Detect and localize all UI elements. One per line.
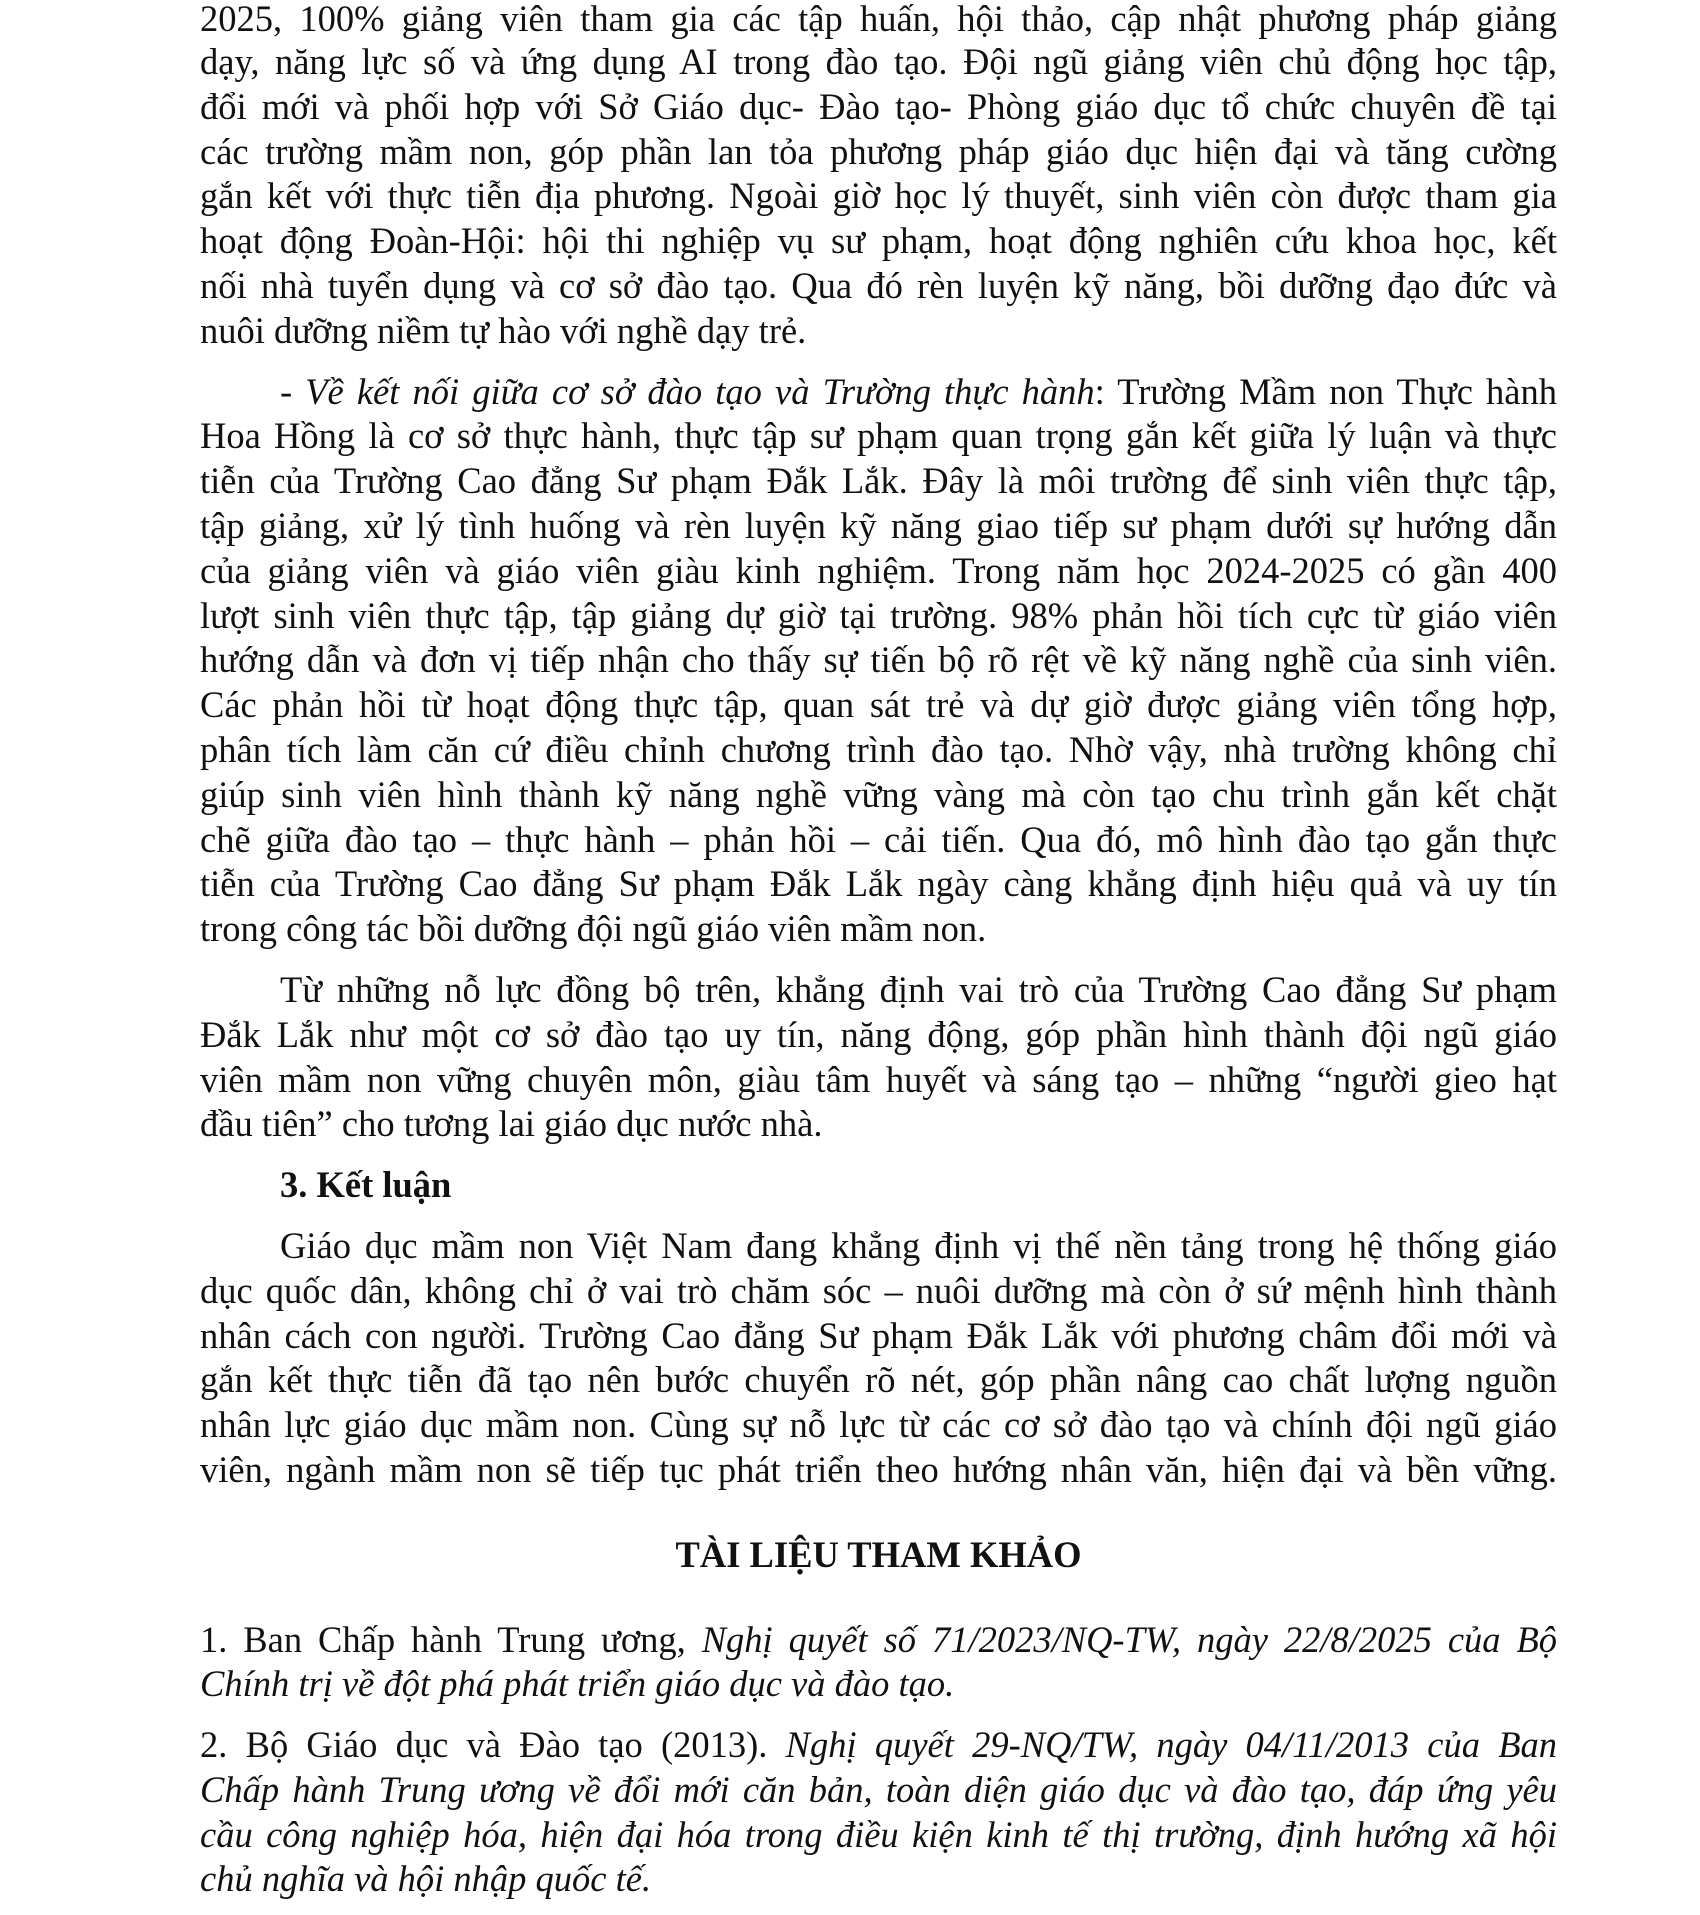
text-line: 2025, 100% giảng viên tham gia các tập huấn, hội thảo, cập nhật phương pháp giảng: [200, 0, 1557, 39]
text-line: [200, 1813, 1557, 1858]
text-line: [200, 1768, 1557, 1813]
paragraph-spacer: [200, 1208, 1557, 1224]
text-line: nối nhà tuyển dụng và cơ sở đào tạo. Qua đó rèn luyện kỹ năng, bồi dưỡng đạo đức và: [200, 264, 1557, 306]
text-line: Đắk Lắk như một cơ sở đào tạo uy tín, năng động, góp phần hình thành đội ngũ giáo: [200, 1013, 1557, 1055]
text-line: tập giảng, xử lý tình huống và rèn luyện kỹ năng giao tiếp sư phạm dưới sự hướng dẫn: [200, 504, 1557, 546]
text-line: nuôi dưỡng niềm tự hào với nghề dạy trẻ.: [200, 309, 807, 351]
paragraph-lecturers-training: [200, 0, 1557, 354]
reference-title: Nghị quyết 29-NQ/TW, ngày 04/11/2013 của Ban: [785, 1724, 1557, 1766]
reference-item: [200, 1723, 1557, 1902]
text-line: Các phản hồi từ hoạt động thực tập, quan sát trẻ và dự giờ được giảng viên tổng hợp,: [200, 684, 1557, 726]
paragraph-summary: [200, 968, 1557, 1147]
reference-title: Nghị quyết số 71/2023/NQ-TW, ngày 22/8/2025 của Bộ: [701, 1618, 1557, 1660]
text-line: gắn kết thực tiễn đã tạo nên bước chuyển rõ nét, góp phần nâng cao chất lượng nguồn: [200, 1359, 1557, 1401]
text-line: dục quốc dân, không chỉ ở vai trò chăm sóc – nuôi dưỡng mà còn ở sứ mệnh hình thành: [200, 1269, 1557, 1311]
paragraph-practice-school: [200, 370, 1557, 952]
text-line: Từ những nỗ lực đồng bộ trên, khẳng định vai trò của Trường Cao đẳng Sư phạm: [280, 968, 1557, 1010]
text-line: Giáo dục mầm non Việt Nam đang khẳng định vị thế nền tảng trong hệ thống giáo: [280, 1224, 1557, 1266]
section-spacer: [200, 1578, 1557, 1618]
paragraph-spacer: [200, 1707, 1557, 1723]
text-line: gắn kết với thực tiễn địa phương. Ngoài giờ học lý thuyết, sinh viên còn được tham gia: [200, 175, 1557, 217]
text-line: các trường mầm non, góp phần lan tỏa phương pháp giáo dục hiện đại và tăng cường: [200, 130, 1557, 172]
reference-title: Chính trị về đột phá phát triển giáo dục và đào tạo.: [200, 1663, 955, 1705]
document-page: [200, 0, 1557, 1902]
lead-rest: : Trường Mầm non Thực hành: [1094, 370, 1557, 412]
text-line: lượt sinh viên thực tập, tập giảng dự giờ tại trường. 98% phản hồi tích cực từ giáo viên: [200, 594, 1557, 636]
reference-title: chủ nghĩa và hội nhập quốc tế.: [200, 1858, 652, 1900]
text-line: viên, ngành mầm non sẽ tiếp tục phát triển theo hướng nhân văn, hiện đại và bền vững.: [200, 1448, 1557, 1490]
section-spacer: [200, 1493, 1557, 1533]
text-line: đổi mới và phối hợp với Sở Giáo dục- Đào tạo- Phòng giáo dục tổ chức chuyên đề tại: [200, 85, 1557, 127]
text-line: trong công tác bồi dưỡng đội ngũ giáo viên mầm non.: [200, 908, 987, 950]
text-line: nhân lực giáo dục mầm non. Cùng sự nỗ lực từ các cơ sở đào tạo và chính đội ngũ giáo: [200, 1404, 1557, 1446]
references-heading: TÀI LIỆU THAM KHẢO: [675, 1533, 1082, 1575]
text-line: phân tích làm căn cứ điều chỉnh chương trình đào tạo. Nhờ vậy, nhà trường không chỉ: [200, 728, 1557, 770]
text-line: của giảng viên và giáo viên giàu kinh nghiệm. Trong năm học 2024-2025 có gần 400: [200, 549, 1557, 591]
text-line: đầu tiên” cho tương lai giáo dục nước nhà.: [200, 1103, 823, 1145]
text-line: hướng dẫn và đơn vị tiếp nhận cho thấy sự tiến bộ rõ rệt về kỹ năng nghề của sinh viên.: [200, 639, 1557, 681]
text-line: viên mầm non vững chuyên môn, giàu tâm huyết và sáng tạo – những “người gieo hạt: [200, 1058, 1557, 1100]
paragraph-spacer: [200, 354, 1557, 370]
text-line: [200, 1618, 1557, 1663]
reference-title: cầu công nghiệp hóa, hiện đại hóa trong điều kiện kinh tế thị trường, định hướng xã hội: [200, 1813, 1557, 1855]
text-line: chẽ giữa đào tạo – thực hành – phản hồi – cải tiến. Qua đó, mô hình đào tạo gắn thực: [200, 818, 1557, 860]
text-line: dạy, năng lực số và ứng dụng AI trong đào tạo. Đội ngũ giảng viên chủ động học tập,: [200, 41, 1557, 82]
text-line: [200, 370, 1557, 415]
text-line: Hoa Hồng là cơ sở thực hành, thực tập sư phạm quan trọng gắn kết giữa lý luận và thực: [200, 415, 1557, 457]
reference-author: 2. Bộ Giáo dục và Đào tạo (2013).: [200, 1724, 786, 1766]
text-line: tiễn của Trường Cao đẳng Sư phạm Đắk Lắk. Đây là môi trường để sinh viên thực tập,: [200, 460, 1557, 502]
paragraph-spacer: [200, 952, 1557, 968]
italic-lead: - Về kết nối giữa cơ sở đào tạo và Trường thực hành: [280, 370, 1095, 412]
paragraph-conclusion: [200, 1224, 1557, 1493]
text-line: [200, 1662, 1557, 1707]
reference-author: 1. Ban Chấp hành Trung ương,: [200, 1618, 702, 1660]
text-line: [200, 1723, 1557, 1768]
text-line: tiễn của Trường Cao đẳng Sư phạm Đắk Lắk ngày càng khẳng định hiệu quả và uy tín: [200, 863, 1557, 905]
text-line: giúp sinh viên hình thành kỹ năng nghề vững vàng mà còn tạo chu trình gắn kết chặt: [200, 773, 1557, 815]
section-heading-conclusion: 3. Kết luận: [280, 1164, 452, 1206]
reference-title: Chấp hành Trung ương về đổi mới căn bản, toàn diện giáo dục và đào tạo, đáp ứng yêu: [200, 1768, 1557, 1810]
paragraph-spacer: [200, 1147, 1557, 1163]
reference-item: [200, 1618, 1557, 1708]
text-line: nhân cách con người. Trường Cao đẳng Sư phạm Đắk Lắk với phương châm đổi mới và: [200, 1314, 1557, 1356]
text-line: hoạt động Đoàn-Hội: hội thi nghiệp vụ sư phạm, hoạt động nghiên cứu khoa học, kết: [200, 220, 1557, 262]
text-line: [200, 1857, 1557, 1902]
